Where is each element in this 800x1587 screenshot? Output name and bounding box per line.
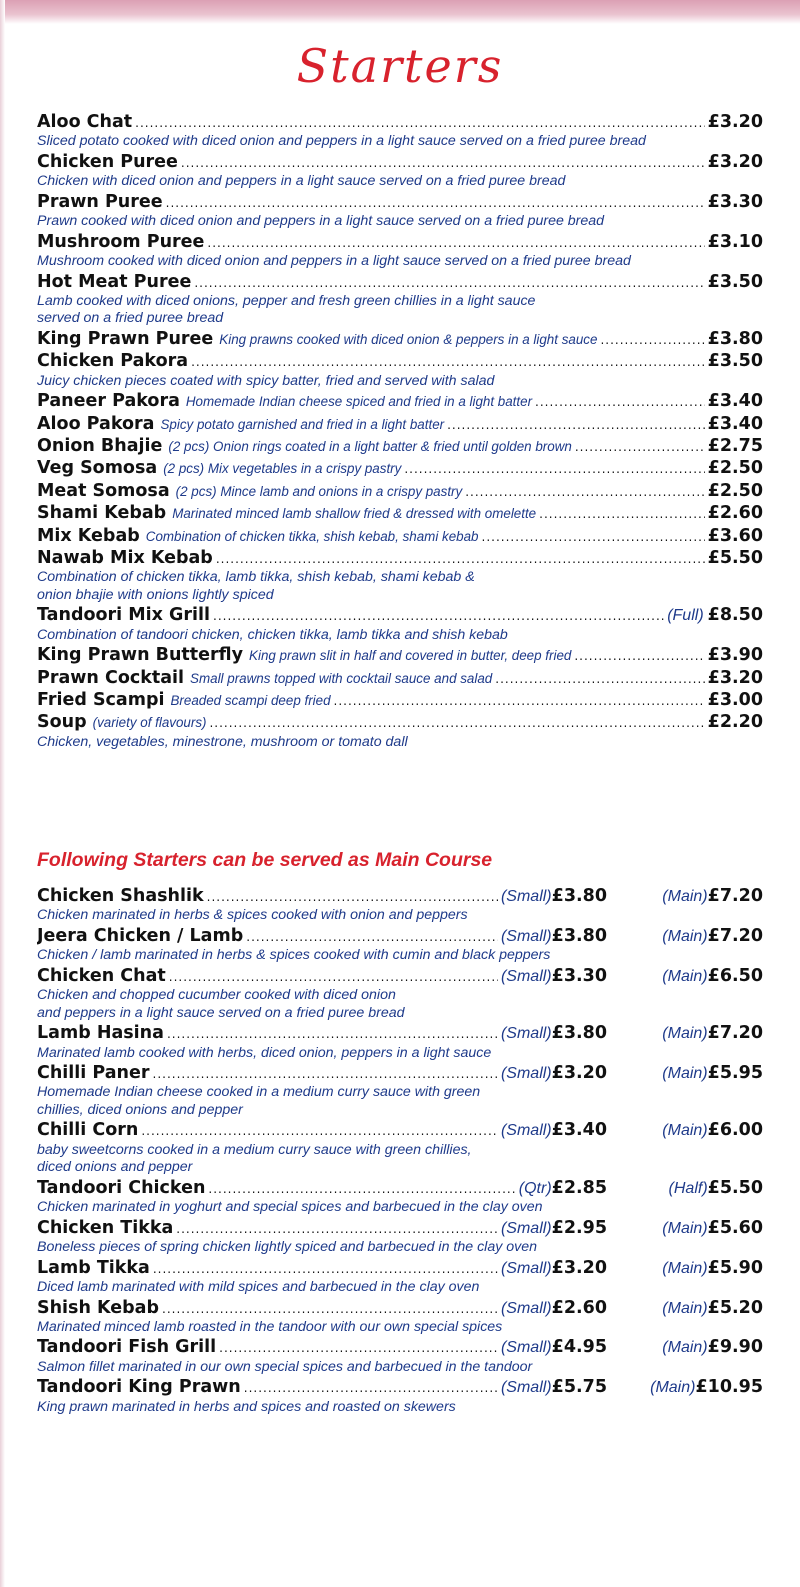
item-price: £3.40 (707, 391, 763, 412)
menu-item (37, 502, 763, 524)
small-portion-column (37, 965, 607, 987)
item-name: King Prawn Butterfly (37, 645, 244, 666)
menu-item-line (37, 502, 763, 524)
dot-leader (166, 192, 705, 213)
menu-item-line (37, 1177, 763, 1199)
small-size-label: (Small) (500, 1065, 552, 1083)
small-size-label: (Small) (500, 1299, 552, 1317)
menu-item-line (37, 667, 763, 689)
menu-item-line (37, 925, 763, 947)
menu-item (37, 525, 763, 547)
small-price: £3.80 (551, 925, 607, 946)
item-name: Hot Meat Puree (37, 271, 192, 292)
menu-item-line (37, 390, 763, 412)
item-inline-description: Breaded scampi deep fried (170, 693, 331, 709)
dot-leader (169, 966, 498, 987)
item-name: Lamb Tikka (37, 1257, 150, 1278)
dot-leader (153, 1258, 498, 1279)
menu-item (37, 885, 763, 925)
item-price: £2.50 (707, 480, 763, 501)
dot-leader (207, 232, 704, 253)
small-size-label: (Small) (500, 927, 552, 945)
item-name: Tandoori King Prawn (37, 1377, 241, 1398)
menu-item (37, 413, 763, 435)
main-size-label: (Main) (662, 1339, 708, 1357)
small-portion-column (37, 1119, 607, 1141)
item-description: Juicy chicken pieces coated with spicy batter, fried and served with salad (37, 372, 495, 389)
small-size-label: (Small) (500, 1259, 552, 1277)
small-price: £2.60 (551, 1297, 607, 1318)
item-name: Prawn Cocktail (37, 667, 185, 688)
main-size-label: (Main) (662, 927, 708, 945)
main-portion-column (607, 1336, 763, 1358)
small-size-label: (Small) (500, 1379, 552, 1397)
item-description: served on a fried puree bread (37, 310, 224, 327)
small-portion-column (37, 1297, 607, 1319)
item-description: Sliced potato cooked with diced onion and peppers in a light sauce served on a fried puree bread (37, 133, 646, 150)
small-price: £3.30 (551, 965, 607, 986)
menu-item (37, 457, 763, 479)
item-description: and peppers in a light sauce served on a fried puree bread (37, 1004, 405, 1021)
menu-item-line (37, 111, 763, 133)
dot-leader (246, 926, 498, 947)
item-name: Prawn Puree (37, 191, 163, 212)
menu-item-line (37, 689, 763, 711)
item-description: Diced lamb marinated with mild spices and barbecued in the clay oven (37, 1279, 480, 1296)
main-price: £7.20 (707, 1023, 763, 1044)
menu-item (37, 644, 763, 666)
item-price: £3.20 (707, 112, 763, 132)
dot-leader (465, 481, 704, 502)
menu-item (37, 480, 763, 502)
item-name: Tandoori Chicken (37, 1177, 206, 1198)
main-price: £5.20 (707, 1297, 763, 1318)
dot-leader (213, 605, 664, 626)
item-inline-description: King prawns cooked with diced onion & peppers in a light sauce (219, 331, 598, 347)
dot-leader (135, 112, 704, 133)
main-portion-column (607, 1217, 763, 1239)
item-price: £3.50 (707, 271, 763, 292)
menu-item-line (37, 1257, 763, 1279)
item-inline-description: (2 pcs) Mince lamb and onions in a crispy pastry (175, 483, 463, 499)
item-price: £3.90 (707, 645, 763, 666)
small-price: £2.85 (551, 1177, 607, 1198)
item-name: Chicken Pakora (37, 351, 189, 372)
item-name: Shish Kebab (37, 1297, 160, 1318)
menu-item (37, 271, 763, 328)
small-size-label: (Small) (500, 1025, 552, 1043)
item-name: Soup (37, 712, 87, 733)
item-description: King prawn marinated in herbs and spices and roasted on skewers (37, 1398, 456, 1415)
small-size-label: (Small) (500, 1219, 552, 1237)
item-name: Chicken Shashlik (37, 886, 204, 906)
main-portion-column (607, 1257, 763, 1279)
dot-leader (495, 668, 704, 689)
menu-item-line (37, 965, 763, 987)
menu-item (37, 1297, 763, 1337)
item-description: Combination of chicken tikka, lamb tikka, shish kebab, shami kebab & (37, 569, 475, 586)
menu-item (37, 1376, 763, 1416)
item-description: Chicken marinated in herbs & spices cooked with onion and peppers (37, 907, 468, 924)
menu-item-line (37, 328, 763, 350)
item-price: £3.10 (707, 231, 763, 252)
item-name: Mushroom Puree (37, 231, 205, 252)
main-size-label: (Main) (662, 1299, 708, 1317)
main-price: £7.20 (707, 925, 763, 946)
main-course-heading: Following Starters can be served as Main Course (37, 849, 493, 871)
main-portion-column (607, 925, 763, 947)
item-description: diced onions and pepper (37, 1159, 193, 1176)
menu-item-line (37, 457, 763, 479)
menu-item (37, 1119, 763, 1176)
starters-list (37, 111, 763, 751)
small-price: £3.20 (551, 1063, 607, 1084)
menu-item-line (37, 1119, 763, 1141)
top-border-band (0, 0, 800, 24)
dot-leader (191, 351, 705, 372)
dot-leader (207, 886, 498, 907)
menu-item (37, 151, 763, 191)
menu-item-line (37, 1297, 763, 1319)
dot-leader (162, 1298, 498, 1319)
item-name: Onion Bhajie (37, 436, 163, 457)
item-name: Veg Somosa (37, 458, 158, 479)
menu-item (37, 1062, 763, 1119)
menu-item (37, 1257, 763, 1297)
item-inline-description: Small prawns topped with cocktail sauce and salad (190, 670, 493, 686)
menu-item (37, 111, 763, 151)
menu-item (37, 1177, 763, 1217)
small-size-label: (Small) (500, 888, 552, 905)
item-inline-description: Marinated minced lamb shallow fried & dressed with omelette (172, 506, 537, 522)
menu-item (37, 689, 763, 711)
small-price: £3.80 (551, 886, 607, 906)
item-name: Aloo Chat (37, 112, 133, 132)
main-price: £9.90 (707, 1337, 763, 1358)
menu-item-line (37, 1062, 763, 1084)
menu-item-line (37, 547, 763, 569)
dot-leader (176, 1218, 498, 1239)
item-price: £3.30 (707, 191, 763, 212)
dot-leader (209, 712, 704, 733)
item-name: Shami Kebab (37, 503, 167, 524)
item-name: Jeera Chicken / Lamb (37, 925, 244, 946)
main-size-label: (Main) (662, 1122, 708, 1140)
item-name: Chicken Tikka (37, 1217, 174, 1238)
item-description: Chicken / lamb marinated in herbs & spices cooked with cumin and black peppers (37, 947, 551, 964)
dot-leader (574, 645, 704, 666)
menu-item (37, 925, 763, 965)
small-price: £5.75 (551, 1377, 607, 1398)
item-name: Chicken Chat (37, 965, 166, 986)
main-portion-column (607, 1062, 763, 1084)
small-portion-column (37, 1217, 607, 1239)
menu-item-line (37, 413, 763, 435)
dot-leader (334, 690, 705, 711)
item-inline-description: (2 pcs) Onion rings coated in a light batter & fried until golden brown (168, 439, 572, 455)
item-description: Boneless pieces of spring chicken lightly spiced and barbecued in the clay oven (37, 1239, 538, 1256)
main-portion-column (607, 1022, 763, 1044)
main-size-label: (Main) (662, 1259, 708, 1277)
item-name: Aloo Pakora (37, 413, 155, 434)
menu-item-line (37, 1217, 763, 1239)
main-portion-column (607, 965, 763, 987)
menu-item-line (37, 480, 763, 502)
menu-item-line (37, 1022, 763, 1044)
menu-item-line (37, 1376, 763, 1398)
item-description: Prawn cooked with diced onion and peppers in a light sauce served on a fried puree bread (37, 213, 605, 230)
item-name: Tandoori Mix Grill (37, 605, 211, 626)
item-price: £3.50 (707, 351, 763, 372)
main-size-label: (Main) (662, 888, 708, 905)
main-price: £5.95 (707, 1063, 763, 1084)
small-portion-column (37, 1177, 607, 1199)
item-price: £3.20 (707, 151, 763, 172)
menu-item-line (37, 644, 763, 666)
menu-item-line (37, 525, 763, 547)
item-description: Salmon fillet marinated in our own special spices and barbecued in the tandoor (37, 1358, 533, 1375)
dot-leader (167, 1023, 498, 1044)
small-portion-column (37, 925, 607, 947)
menu-item (37, 965, 763, 1022)
menu-item (37, 390, 763, 412)
main-portion-column (607, 885, 763, 907)
item-name: Tandoori Fish Grill (37, 1337, 217, 1358)
menu-item-line (37, 191, 763, 213)
item-name: King Prawn Puree (37, 328, 214, 349)
menu-item (37, 350, 763, 390)
dot-leader (447, 414, 705, 435)
item-name: Fried Scampi (37, 690, 165, 711)
menu-item (37, 328, 763, 350)
dot-leader (208, 1178, 515, 1199)
small-size-label: (Small) (500, 1339, 552, 1357)
dot-leader (181, 152, 705, 173)
menu-item-line (37, 1336, 763, 1358)
item-price: £3.40 (707, 413, 763, 434)
dot-leader (575, 436, 705, 457)
item-price: £3.80 (707, 328, 763, 349)
small-portion-column (37, 1376, 607, 1398)
menu-item (37, 231, 763, 271)
main-size-label: (Main) (662, 1025, 708, 1043)
main-price: £5.60 (707, 1217, 763, 1238)
item-inline-description: Homemade Indian cheese spiced and fried in a light batter (185, 394, 533, 410)
small-portion-column (37, 1022, 607, 1044)
item-name: Meat Somosa (37, 480, 170, 501)
main-price: £10.95 (695, 1377, 763, 1398)
item-description: Combination of tandoori chicken, chicken tikka, lamb tikka and shish kebab (37, 626, 508, 643)
dot-leader (600, 329, 704, 350)
item-description: chillies, diced onions and pepper (37, 1101, 243, 1118)
dot-leader (404, 458, 704, 479)
menu-item-line (37, 151, 763, 173)
menu-item-line (37, 231, 763, 253)
main-price: £7.20 (707, 886, 763, 906)
dot-leader (219, 1337, 498, 1358)
small-size-label: (Qtr) (518, 1179, 552, 1197)
main-size-label: (Main) (662, 1219, 708, 1237)
item-description: onion bhajie with onions lightly spiced (37, 586, 274, 603)
menu-item-line (37, 271, 763, 293)
item-name: Chilli Corn (37, 1120, 139, 1141)
small-size-label: (Small) (500, 1122, 552, 1140)
item-description: Mushroom cooked with diced onion and peppers in a light sauce served on a fried puree bread (37, 253, 631, 270)
dot-leader (244, 1377, 498, 1398)
item-price: £2.50 (707, 458, 763, 479)
menu-item-line (37, 885, 763, 907)
menu-item-line (37, 350, 763, 372)
dot-leader (216, 548, 705, 569)
dot-leader (482, 526, 705, 547)
small-portion-column (37, 1336, 607, 1358)
small-portion-column (37, 885, 607, 907)
item-price: £2.75 (707, 436, 763, 457)
item-inline-description: (2 pcs) Mix vegetables in a crispy pastry (163, 461, 402, 477)
main-price: £6.50 (707, 965, 763, 986)
main-portion-column (607, 1297, 763, 1319)
item-price: £2.60 (707, 503, 763, 524)
main-size-label: (Main) (650, 1379, 696, 1397)
menu-item-line (37, 435, 763, 457)
dot-leader (194, 272, 704, 293)
item-price: £8.50 (707, 605, 763, 626)
small-price: £3.40 (551, 1120, 607, 1141)
menu-item-line (37, 604, 763, 626)
menu-item (37, 604, 763, 644)
item-name: Lamb Hasina (37, 1023, 164, 1044)
dot-leader (153, 1063, 498, 1084)
main-size-label: (Main) (662, 1065, 708, 1083)
small-portion-column (37, 1257, 607, 1279)
item-inline-description: Spicy potato garnished and fried in a light batter (160, 416, 445, 432)
small-price: £3.20 (551, 1257, 607, 1278)
menu-item (37, 1217, 763, 1257)
item-inline-description: (variety of flavours) (92, 715, 207, 731)
small-portion-column (37, 1062, 607, 1084)
small-price: £4.95 (551, 1337, 607, 1358)
item-size-label: (Full) (667, 607, 704, 625)
item-price: £3.20 (707, 667, 763, 688)
item-description: Homemade Indian cheese cooked in a medium curry sauce with green (37, 1084, 481, 1101)
small-size-label: (Small) (500, 967, 552, 985)
item-price: £2.20 (707, 712, 763, 733)
main-size-label: (Main) (662, 967, 708, 985)
menu-item (37, 667, 763, 689)
menu-item (37, 547, 763, 604)
left-page-edge (0, 0, 5, 1587)
small-price: £2.95 (551, 1217, 607, 1238)
main-course-list (37, 885, 763, 1416)
menu-item (37, 191, 763, 231)
page-title: Starters (296, 39, 504, 93)
main-portion-column (607, 1119, 763, 1141)
item-price: £5.50 (707, 547, 763, 568)
dot-leader (539, 503, 705, 524)
main-price: £6.00 (707, 1120, 763, 1141)
item-name: Paneer Pakora (37, 391, 180, 412)
item-description: Chicken with diced onion and peppers in a light sauce served on a fried puree bread (37, 173, 566, 190)
item-name: Mix Kebab (37, 525, 140, 546)
item-description: Marinated minced lamb roasted in the tandoor with our own special spices (37, 1318, 503, 1335)
main-portion-column (607, 1376, 763, 1398)
dot-leader (141, 1120, 498, 1141)
menu-item (37, 435, 763, 457)
item-description: Marinated lamb cooked with herbs, diced onion, peppers in a light sauce (37, 1044, 492, 1061)
main-price: £5.50 (707, 1177, 763, 1198)
item-description: Chicken, vegetables, minestrone, mushroom or tomato dall (37, 733, 408, 750)
item-price: £3.60 (707, 525, 763, 546)
item-inline-description: King prawn slit in half and covered in butter, deep fried (249, 648, 572, 664)
main-portion-column (607, 1177, 763, 1199)
main-size-label: (Half) (668, 1179, 708, 1197)
dot-leader (535, 391, 705, 412)
menu-item (37, 711, 763, 751)
menu-item (37, 1336, 763, 1376)
menu-item-line (37, 711, 763, 733)
item-price: £3.00 (707, 690, 763, 711)
item-description: Chicken marinated in yoghurt and special spices and barbecued in the clay oven (37, 1199, 543, 1216)
item-inline-description: Combination of chicken tikka, shish kebab, shami kebab (145, 528, 479, 544)
item-description: baby sweetcorns cooked in a medium curry sauce with green chillies, (37, 1141, 472, 1158)
item-name: Chilli Paner (37, 1063, 150, 1084)
item-name: Chicken Puree (37, 151, 178, 172)
item-name: Nawab Mix Kebab (37, 547, 213, 568)
item-description: Lamb cooked with diced onions, pepper and fresh green chillies in a light sauce (37, 292, 536, 309)
menu-item (37, 1022, 763, 1062)
small-price: £3.80 (551, 1023, 607, 1044)
item-description: Chicken and chopped cucumber cooked with diced onion (37, 987, 396, 1004)
main-price: £5.90 (707, 1257, 763, 1278)
